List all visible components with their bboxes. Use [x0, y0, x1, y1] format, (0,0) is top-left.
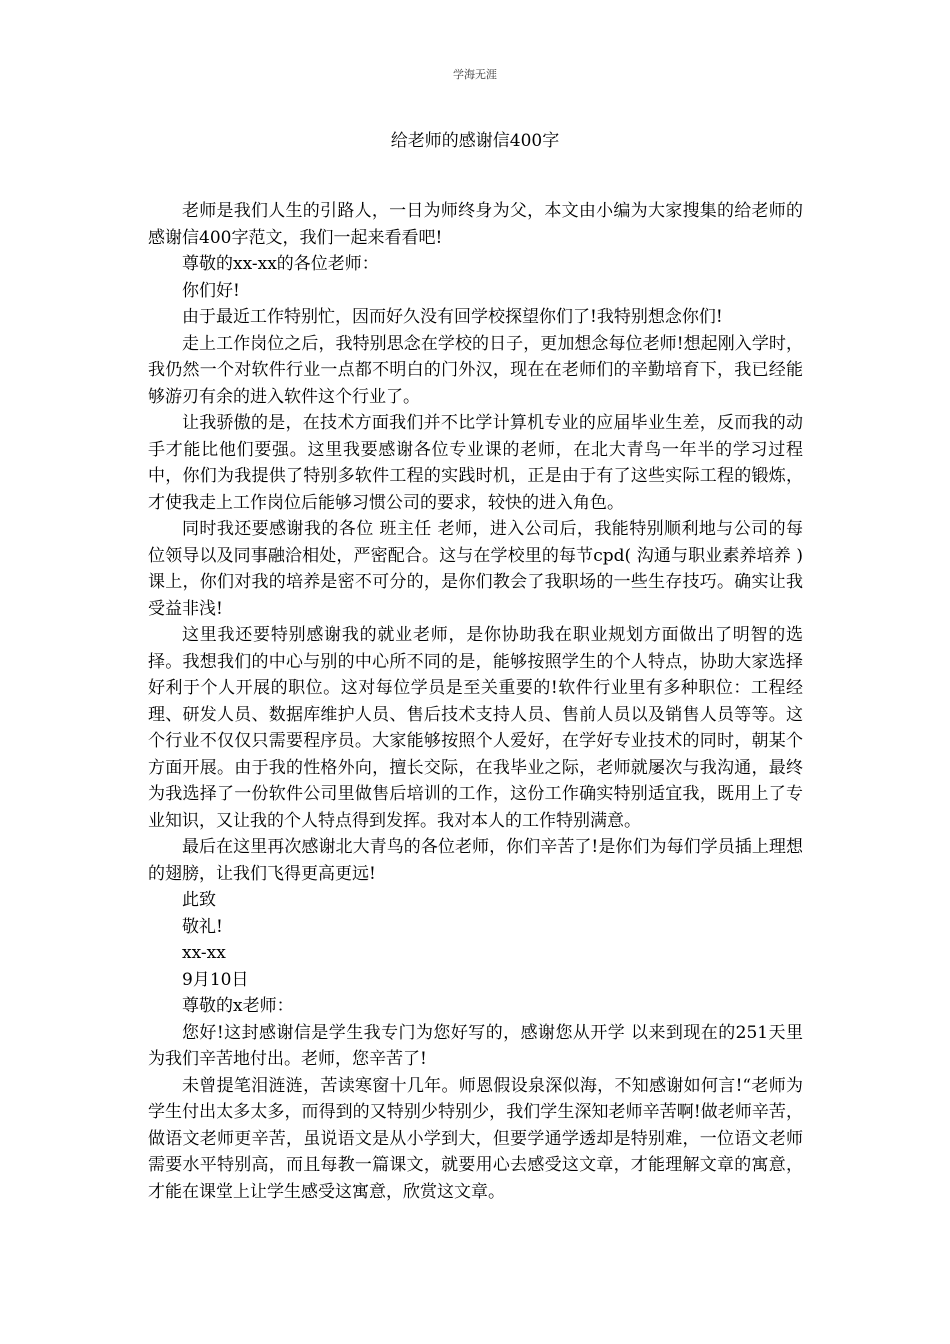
greeting: 你们好! [182, 280, 240, 301]
date-line: 9月10日 [182, 969, 249, 990]
paragraph: 这里我还要特别感谢我的就业老师，是你协助我在职业规划方面做出了明智的选择。我想我们的中心与别的中心所不同的是，能够按照学生的个人特点，协助大家选择好利于个人开展的职位。这对每位学员是至关重要的!软件行业里有多种职位：工程经理、研发人员、数据库维护人员、售后技术支持人员、售前人员以及销售人员等等。这个行业不仅仅只需要程序员。大家能够按照个人爱好，在学好专业技术的同时，朝某个方面开展。由于我的性格外向，擅长交际，在我毕业之际，老师就屡次与我沟通，最终为我选择了一份软件公司里做售后培训的工作，这份工作确实特别适宜我，既用上了专业知识，又让我的个人特点得到发挥。我对本人的工作特别满意。 [148, 625, 803, 831]
paragraph: 让我骄傲的是，在技术方面我们并不比学计算机专业的应届毕业生差，反而我的动手才能比他们要强。这里我要感谢各位专业课的老师，在北大青鸟一年半的学习过程中，你们为我提供了特别多软件工程的实践时机，正是由于有了这些实际工程的锻炼，才使我走上工作岗位后能够习惯公司的要求，较快的进入角色。 [148, 413, 803, 513]
paragraph: 最后在这里再次感谢北大青鸟的各位老师，你们辛苦了!是你们为每们学员插上理想的翅膀，让我们飞得更高更远! [148, 837, 803, 884]
document-title: 给老师的感谢信400字 [390, 131, 560, 151]
document-body [148, 198, 803, 1205]
paragraph: 走上工作岗位之后，我特别思念在学校的日子，更加想念每位老师!想起刚入学时，我仍然一个对软件行业一点都不明白的门外汉，现在在老师们的辛勤培育下，我已经能够游刃有余的进入软件这个行业了。 [148, 333, 803, 407]
page-header: 学海无涯 [453, 68, 497, 81]
paragraph: 同时我还要感谢我的各位 班主任 老师，进入公司后，我能特别顺利地与公司的每位领导以及同事融洽相处，严密配合。这与在学校里的每节cpd( 沟通与职业素养培养 ) 课上，你们对我的培养是密不可分的，是你们教会了我职场的一些生存技巧。确实让我受益非浅! [148, 519, 803, 619]
closing-line: 敬礼! [182, 916, 223, 937]
closing-line: 此致 [182, 890, 216, 910]
paragraph: 由于最近工作特别忙，因而好久没有回学校探望你们了!我特别想念你们! [182, 307, 723, 327]
paragraph: 您好!这封感谢信是学生我专门为您好写的，感谢您从开学 以来到现在的251天里为我们辛苦地付出。老师，您辛苦了! [148, 1022, 803, 1069]
paragraph-intro: 老师是我们人生的引路人，一日为师终身为父，本文由小编为大家搜集的给老师的感谢信400字范文，我们一起来看看吧! [148, 201, 803, 248]
salutation: 尊敬的xx-xx的各位老师： [182, 254, 379, 274]
signature: xx-xx [182, 943, 226, 963]
paragraph: 未曾提笔泪涟涟，苦读寒窗十几年。师恩假设泉深似海，不知感谢如何言!“老师为学生付出太多太多，而得到的又特别少特别少，我们学生深知老师辛苦啊!做老师辛苦，做语文老师更辛苦，虽说语文是从小学到大，但要学通学透却是特别难，一位语文老师需要水平特别高，而且每教一篇课文，就要用心去感受这文章，才能理解文章的寓意，才能在课堂上让学生感受这寓意，欣赏这文章。 [148, 1075, 803, 1202]
salutation: 尊敬的x老师： [182, 996, 294, 1016]
